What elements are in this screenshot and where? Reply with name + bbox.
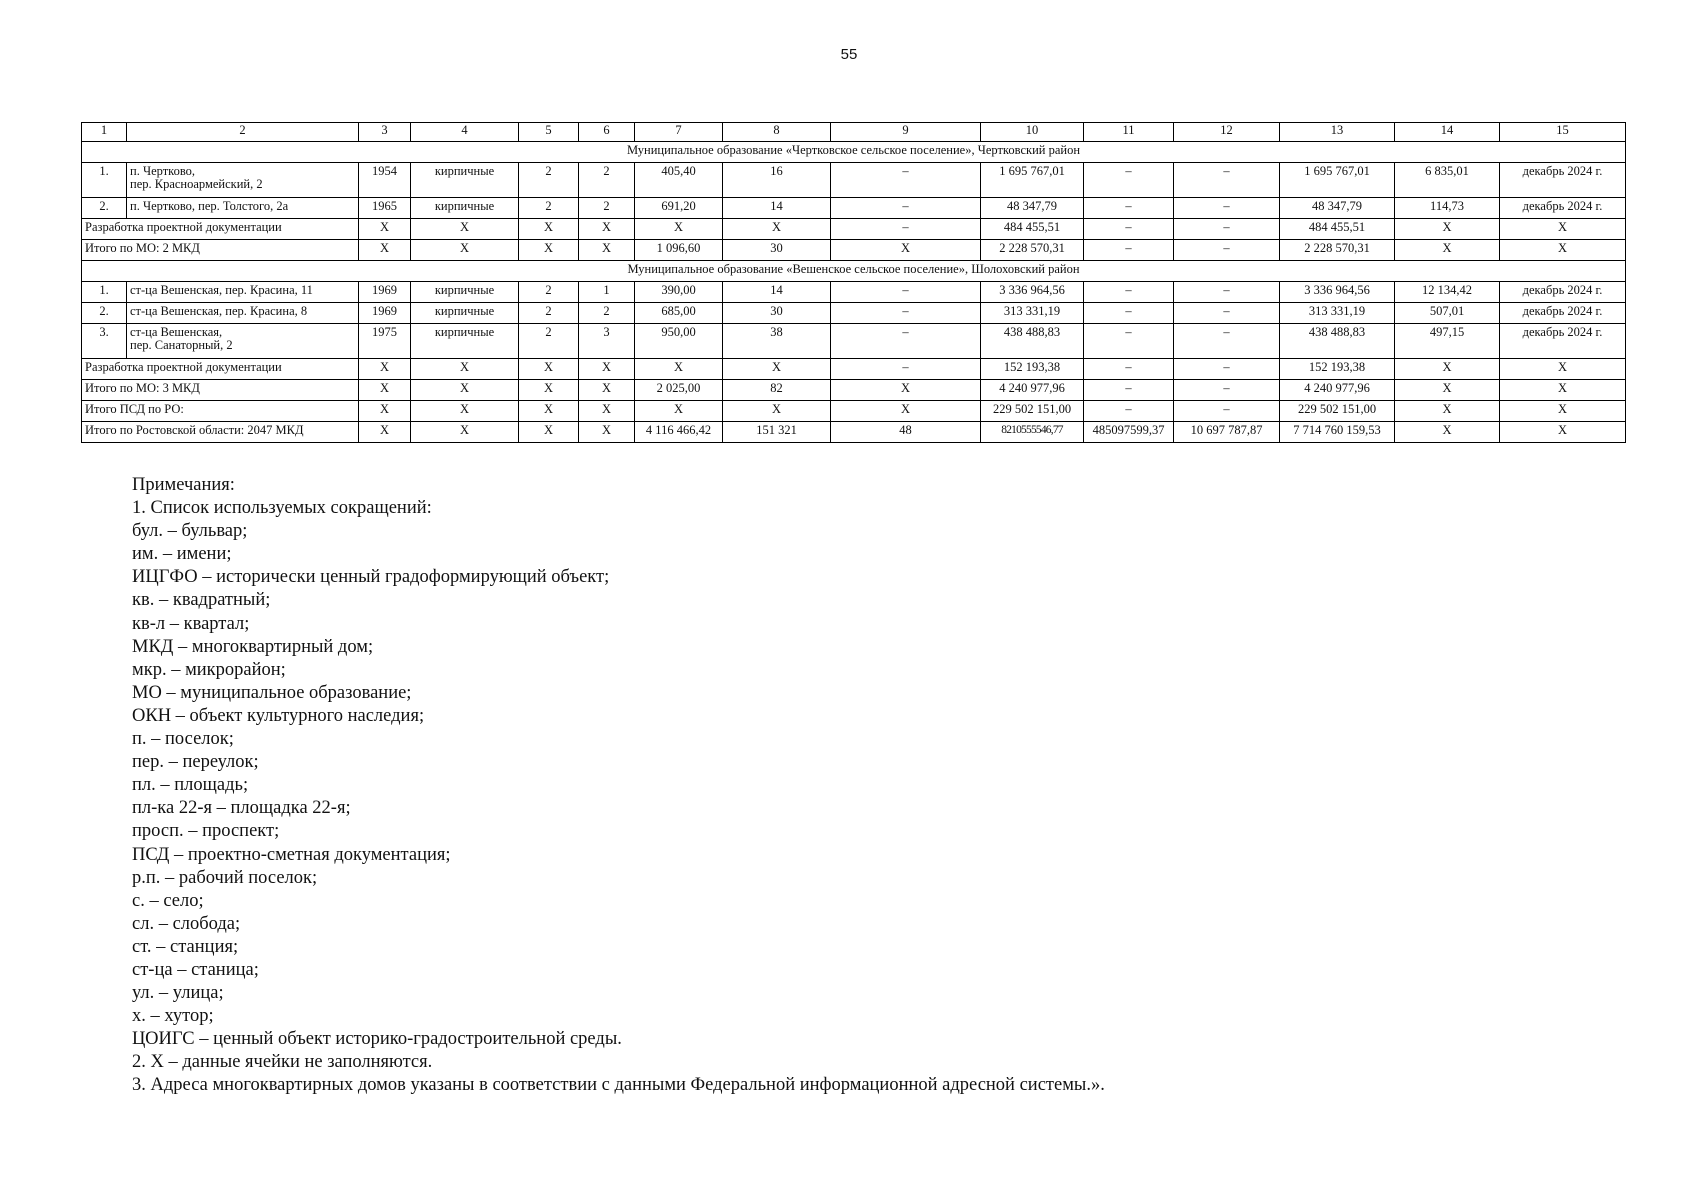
header-cell: 8	[723, 123, 831, 142]
table-cell: кирпичные	[411, 198, 519, 219]
summary-row	[82, 359, 1626, 380]
summary-cell: X	[1395, 359, 1500, 380]
table-cell: 438 488,83	[1280, 324, 1395, 359]
section-row	[82, 142, 1626, 163]
note-line: 1. Список используемых сокращений:	[132, 498, 432, 519]
table-cell: 2	[519, 282, 579, 303]
summary-cell: X	[359, 359, 411, 380]
note-line: кв. – квадратный;	[132, 590, 271, 611]
table-cell: 38	[723, 324, 831, 359]
summary-cell: 4 240 977,96	[981, 380, 1084, 401]
note-line: Примечания:	[132, 475, 235, 495]
header-cell: 2	[127, 123, 359, 142]
table-cell: –	[831, 303, 981, 324]
address-cell: п. Чертково, пер. Красноармейский, 2	[127, 163, 359, 198]
summary-cell: X	[831, 401, 981, 422]
table-cell: 1965	[359, 198, 411, 219]
summary-cell: –	[1084, 219, 1174, 240]
note-line: им. – имени;	[132, 544, 232, 565]
table-cell: кирпичные	[411, 324, 519, 359]
table-cell: 2	[519, 303, 579, 324]
summary-cell: 30	[723, 240, 831, 261]
table-cell: –	[1084, 282, 1174, 303]
table-cell: 950,00	[635, 324, 723, 359]
summary-cell: –	[1084, 240, 1174, 261]
summary-cell: X	[519, 240, 579, 261]
table-cell: –	[1084, 324, 1174, 359]
summary-cell: X	[635, 219, 723, 240]
summary-cell: 484 455,51	[1280, 219, 1395, 240]
table-cell: 12 134,42	[1395, 282, 1500, 303]
table-cell: 497,15	[1395, 324, 1500, 359]
table-row	[82, 303, 1626, 324]
table-cell: декабрь 2024 г.	[1500, 198, 1626, 219]
summary-cell: –	[1174, 240, 1280, 261]
summary-cell: 7 714 760 159,53	[1280, 422, 1395, 443]
table-cell: декабрь 2024 г.	[1500, 303, 1626, 324]
summary-cell: X	[831, 380, 981, 401]
header-cell: 7	[635, 123, 723, 142]
summary-cell: X	[635, 359, 723, 380]
table-cell: 2	[519, 198, 579, 219]
summary-cell: X	[1500, 359, 1626, 380]
summary-cell: X	[579, 380, 635, 401]
table-cell: 1975	[359, 324, 411, 359]
table-cell: –	[1174, 163, 1280, 198]
summary-cell: X	[411, 359, 519, 380]
summary-cell: 484 455,51	[981, 219, 1084, 240]
summary-cell: –	[1084, 359, 1174, 380]
summary-cell: X	[723, 359, 831, 380]
table-cell: 3 336 964,56	[981, 282, 1084, 303]
section-title: Муниципальное образование «Вешенское сельское поселение», Шолоховский район	[82, 261, 1626, 282]
table-cell: 390,00	[635, 282, 723, 303]
summary-cell: X	[579, 359, 635, 380]
summary-cell: X	[359, 380, 411, 401]
table-cell: –	[1084, 163, 1174, 198]
summary-row	[82, 380, 1626, 401]
header-cell: 14	[1395, 123, 1500, 142]
note-line: пл. – площадь;	[132, 775, 249, 796]
summary-cell: 4 240 977,96	[1280, 380, 1395, 401]
section-row	[82, 261, 1626, 282]
table-cell: –	[1174, 282, 1280, 303]
table-cell: –	[831, 163, 981, 198]
table-cell: –	[831, 198, 981, 219]
table-row	[82, 282, 1626, 303]
summary-label: Разработка проектной документации	[82, 219, 359, 240]
table-cell: 1.	[82, 163, 127, 198]
table-cell: 6 835,01	[1395, 163, 1500, 198]
table-cell: 30	[723, 303, 831, 324]
table-cell: 48 347,79	[981, 198, 1084, 219]
note-line: ЦОИГС – ценный объект историко-градостроительной среды.	[132, 1029, 622, 1050]
header-cell: 5	[519, 123, 579, 142]
summary-cell: X	[1395, 422, 1500, 443]
summary-row	[82, 422, 1626, 443]
summary-cell: X	[579, 219, 635, 240]
table-cell: 2	[519, 324, 579, 359]
summary-cell: X	[579, 240, 635, 261]
note-line: пер. – переулок;	[132, 752, 259, 773]
notes-block	[132, 474, 1105, 1098]
summary-cell: X	[411, 219, 519, 240]
note-line: р.п. – рабочий поселок;	[132, 867, 318, 888]
header-cell: 4	[411, 123, 519, 142]
note-line: ст. – станция;	[132, 936, 239, 957]
summary-cell: X	[831, 240, 981, 261]
summary-cell: 10 697 787,87	[1174, 422, 1280, 443]
table-cell: 685,00	[635, 303, 723, 324]
header-cell: 6	[579, 123, 635, 142]
table-cell: 405,40	[635, 163, 723, 198]
summary-cell: X	[411, 401, 519, 422]
table-cell: 14	[723, 198, 831, 219]
note-line: мкр. – микрорайон;	[132, 659, 286, 680]
note-line: пл-ка 22-я – площадка 22-я;	[132, 798, 351, 819]
summary-cell: X	[359, 240, 411, 261]
summary-cell: X	[1500, 240, 1626, 261]
summary-cell: –	[1084, 401, 1174, 422]
summary-label: Итого по Ростовской области: 2047 МКД	[82, 422, 359, 443]
table-cell: 507,01	[1395, 303, 1500, 324]
summary-row	[82, 240, 1626, 261]
summary-cell: 8210555546,77	[981, 422, 1084, 443]
address-cell: п. Чертково, пер. Толстого, 2а	[127, 198, 359, 219]
note-line: МО – муниципальное образование;	[132, 682, 412, 703]
note-line: ОКН – объект культурного наследия;	[132, 705, 425, 726]
summary-cell: 48	[831, 422, 981, 443]
note-line: ст-ца – станица;	[132, 959, 259, 980]
table-cell: 1.	[82, 282, 127, 303]
note-line: 2. X – данные ячейки не заполняются.	[132, 1052, 433, 1073]
page-number: 55	[840, 46, 858, 63]
summary-cell: X	[359, 219, 411, 240]
summary-row	[82, 219, 1626, 240]
summary-cell: –	[1174, 401, 1280, 422]
summary-cell: X	[723, 401, 831, 422]
summary-cell: X	[723, 219, 831, 240]
summary-cell: X	[579, 422, 635, 443]
summary-cell: 229 502 151,00	[981, 401, 1084, 422]
summary-cell: –	[1174, 219, 1280, 240]
table-row	[82, 163, 1626, 198]
summary-cell: 152 193,38	[1280, 359, 1395, 380]
address-cell: ст-ца Вешенская, пер. Санаторный, 2	[127, 324, 359, 359]
table-cell: 2	[579, 163, 635, 198]
table-cell: 438 488,83	[981, 324, 1084, 359]
header-row	[82, 123, 1626, 142]
table-cell: 1 695 767,01	[1280, 163, 1395, 198]
summary-cell: 2 228 570,31	[981, 240, 1084, 261]
table-cell: декабрь 2024 г.	[1500, 163, 1626, 198]
table-cell: 14	[723, 282, 831, 303]
note-line: просп. – проспект;	[132, 821, 280, 842]
table-cell: 3 336 964,56	[1280, 282, 1395, 303]
section-title: Муниципальное образование «Чертковское сельское поселение», Чертковский район	[82, 142, 1626, 163]
address-cell: ст-ца Вешенская, пер. Красина, 11	[127, 282, 359, 303]
table-cell: 1954	[359, 163, 411, 198]
table-cell: –	[1174, 324, 1280, 359]
table-cell: 2	[579, 303, 635, 324]
table-cell: –	[1084, 198, 1174, 219]
table-cell: кирпичные	[411, 303, 519, 324]
table-cell: 3.	[82, 324, 127, 359]
header-cell: 1	[82, 123, 127, 142]
header-cell: 15	[1500, 123, 1626, 142]
summary-cell: X	[519, 401, 579, 422]
summary-cell: X	[1500, 380, 1626, 401]
note-line: кв-л – квартал;	[132, 613, 250, 634]
summary-cell: X	[519, 219, 579, 240]
table-cell: декабрь 2024 г.	[1500, 324, 1626, 359]
summary-cell: X	[1395, 401, 1500, 422]
note-line: х. – хутор;	[132, 1006, 214, 1027]
summary-cell: X	[1500, 422, 1626, 443]
summary-cell: 1 096,60	[635, 240, 723, 261]
summary-cell: X	[1395, 219, 1500, 240]
table-cell: 1 695 767,01	[981, 163, 1084, 198]
table-cell: –	[831, 282, 981, 303]
header-cell: 10	[981, 123, 1084, 142]
table-cell: –	[831, 324, 981, 359]
summary-cell: –	[1174, 380, 1280, 401]
summary-label: Разработка проектной документации	[82, 359, 359, 380]
header-cell: 3	[359, 123, 411, 142]
summary-cell: X	[1500, 401, 1626, 422]
table-cell: 313 331,19	[981, 303, 1084, 324]
summary-cell: 229 502 151,00	[1280, 401, 1395, 422]
table-cell: 2.	[82, 303, 127, 324]
table-cell: 3	[579, 324, 635, 359]
note-line: сл. – слобода;	[132, 913, 241, 934]
table-cell: 2.	[82, 198, 127, 219]
summary-cell: X	[411, 422, 519, 443]
summary-cell: X	[411, 380, 519, 401]
summary-cell: X	[519, 359, 579, 380]
summary-cell: 2 228 570,31	[1280, 240, 1395, 261]
table-cell: 114,73	[1395, 198, 1500, 219]
table-cell: 1969	[359, 282, 411, 303]
summary-cell: X	[1500, 219, 1626, 240]
note-line: МКД – многоквартирный дом;	[132, 636, 374, 657]
summary-cell: 2 025,00	[635, 380, 723, 401]
summary-cell: X	[359, 422, 411, 443]
note-line: ИЦГФО – исторически ценный градоформирующий объект;	[132, 567, 610, 588]
table-cell: 2	[519, 163, 579, 198]
summary-cell: 82	[723, 380, 831, 401]
register-table	[81, 122, 1626, 443]
note-line: ПСД – проектно-сметная документация;	[132, 844, 451, 865]
address-cell: ст-ца Вешенская, пер. Красина, 8	[127, 303, 359, 324]
note-line: ул. – улица;	[132, 983, 224, 1004]
summary-label: Итого по МО: 2 МКД	[82, 240, 359, 261]
table-cell: кирпичные	[411, 282, 519, 303]
note-line: п. – поселок;	[132, 729, 234, 750]
summary-cell: –	[831, 219, 981, 240]
header-cell: 11	[1084, 123, 1174, 142]
table-row	[82, 198, 1626, 219]
summary-cell: X	[1395, 240, 1500, 261]
summary-label: Итого ПСД по РО:	[82, 401, 359, 422]
note-line: бул. – бульвар;	[132, 521, 248, 542]
table-cell: 691,20	[635, 198, 723, 219]
summary-cell: X	[1395, 380, 1500, 401]
summary-cell: 151 321	[723, 422, 831, 443]
summary-cell: –	[1174, 359, 1280, 380]
summary-cell: 485097599,37	[1084, 422, 1174, 443]
summary-label: Итого по МО: 3 МКД	[82, 380, 359, 401]
table-cell: 2	[579, 198, 635, 219]
summary-cell: X	[519, 380, 579, 401]
table-cell: –	[1174, 198, 1280, 219]
table-row	[82, 324, 1626, 359]
table-cell: 16	[723, 163, 831, 198]
summary-cell: –	[1084, 380, 1174, 401]
note-line: с. – село;	[132, 890, 204, 911]
summary-cell: –	[831, 359, 981, 380]
table-cell: –	[1084, 303, 1174, 324]
summary-cell: 152 193,38	[981, 359, 1084, 380]
table-cell: декабрь 2024 г.	[1500, 282, 1626, 303]
header-cell: 12	[1174, 123, 1280, 142]
summary-cell: X	[519, 422, 579, 443]
summary-cell: X	[359, 401, 411, 422]
table-cell: 313 331,19	[1280, 303, 1395, 324]
header-cell: 9	[831, 123, 981, 142]
summary-cell: 4 116 466,42	[635, 422, 723, 443]
note-line: 3. Адреса многоквартирных домов указаны в соответствии с данными Федеральной информационной адресной системы.».	[132, 1075, 1105, 1096]
summary-row	[82, 401, 1626, 422]
table-cell: 1	[579, 282, 635, 303]
summary-cell: X	[411, 240, 519, 261]
table-cell: 48 347,79	[1280, 198, 1395, 219]
header-cell: 13	[1280, 123, 1395, 142]
summary-cell: X	[635, 401, 723, 422]
table-cell: –	[1174, 303, 1280, 324]
table-cell: 1969	[359, 303, 411, 324]
summary-cell: X	[579, 401, 635, 422]
table-cell: кирпичные	[411, 163, 519, 198]
